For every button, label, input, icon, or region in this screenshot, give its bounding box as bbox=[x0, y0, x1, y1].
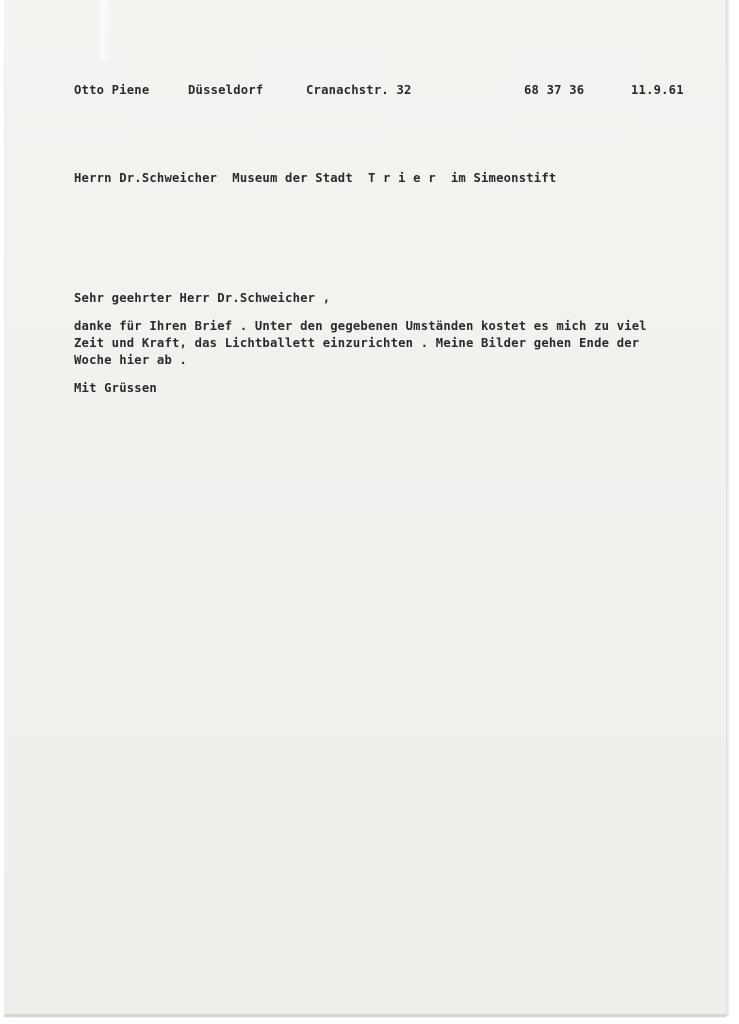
paper-crease bbox=[96, 0, 110, 60]
paper-edge-bottom bbox=[4, 1014, 726, 1017]
letter-date: 11.9.61 bbox=[631, 83, 684, 97]
sender-street: Cranachstr. 32 bbox=[306, 83, 412, 97]
body-line: danke für Ihren Brief . Unter den gegebenen Umständen kostet es mich zu viel bbox=[74, 319, 647, 333]
sender-phone: 68 37 36 bbox=[524, 83, 585, 97]
sender-city: Düsseldorf bbox=[188, 83, 264, 97]
body-line: Woche hier ab . bbox=[74, 353, 188, 367]
body-line: Zeit und Kraft, das Lichtballett einzurichten . Meine Bilder gehen Ende der bbox=[74, 336, 640, 350]
paper-sheet bbox=[4, 0, 726, 1016]
recipient-address: Herrn Dr.Schweicher Museum der Stadt T r i e r im Simeonstift bbox=[74, 171, 557, 185]
salutation: Sehr geehrter Herr Dr.Schweicher , bbox=[74, 291, 331, 305]
sender-name: Otto Piene bbox=[74, 83, 150, 97]
paper-edge-right bbox=[726, 0, 730, 1016]
closing: Mit Grüssen bbox=[74, 381, 157, 395]
